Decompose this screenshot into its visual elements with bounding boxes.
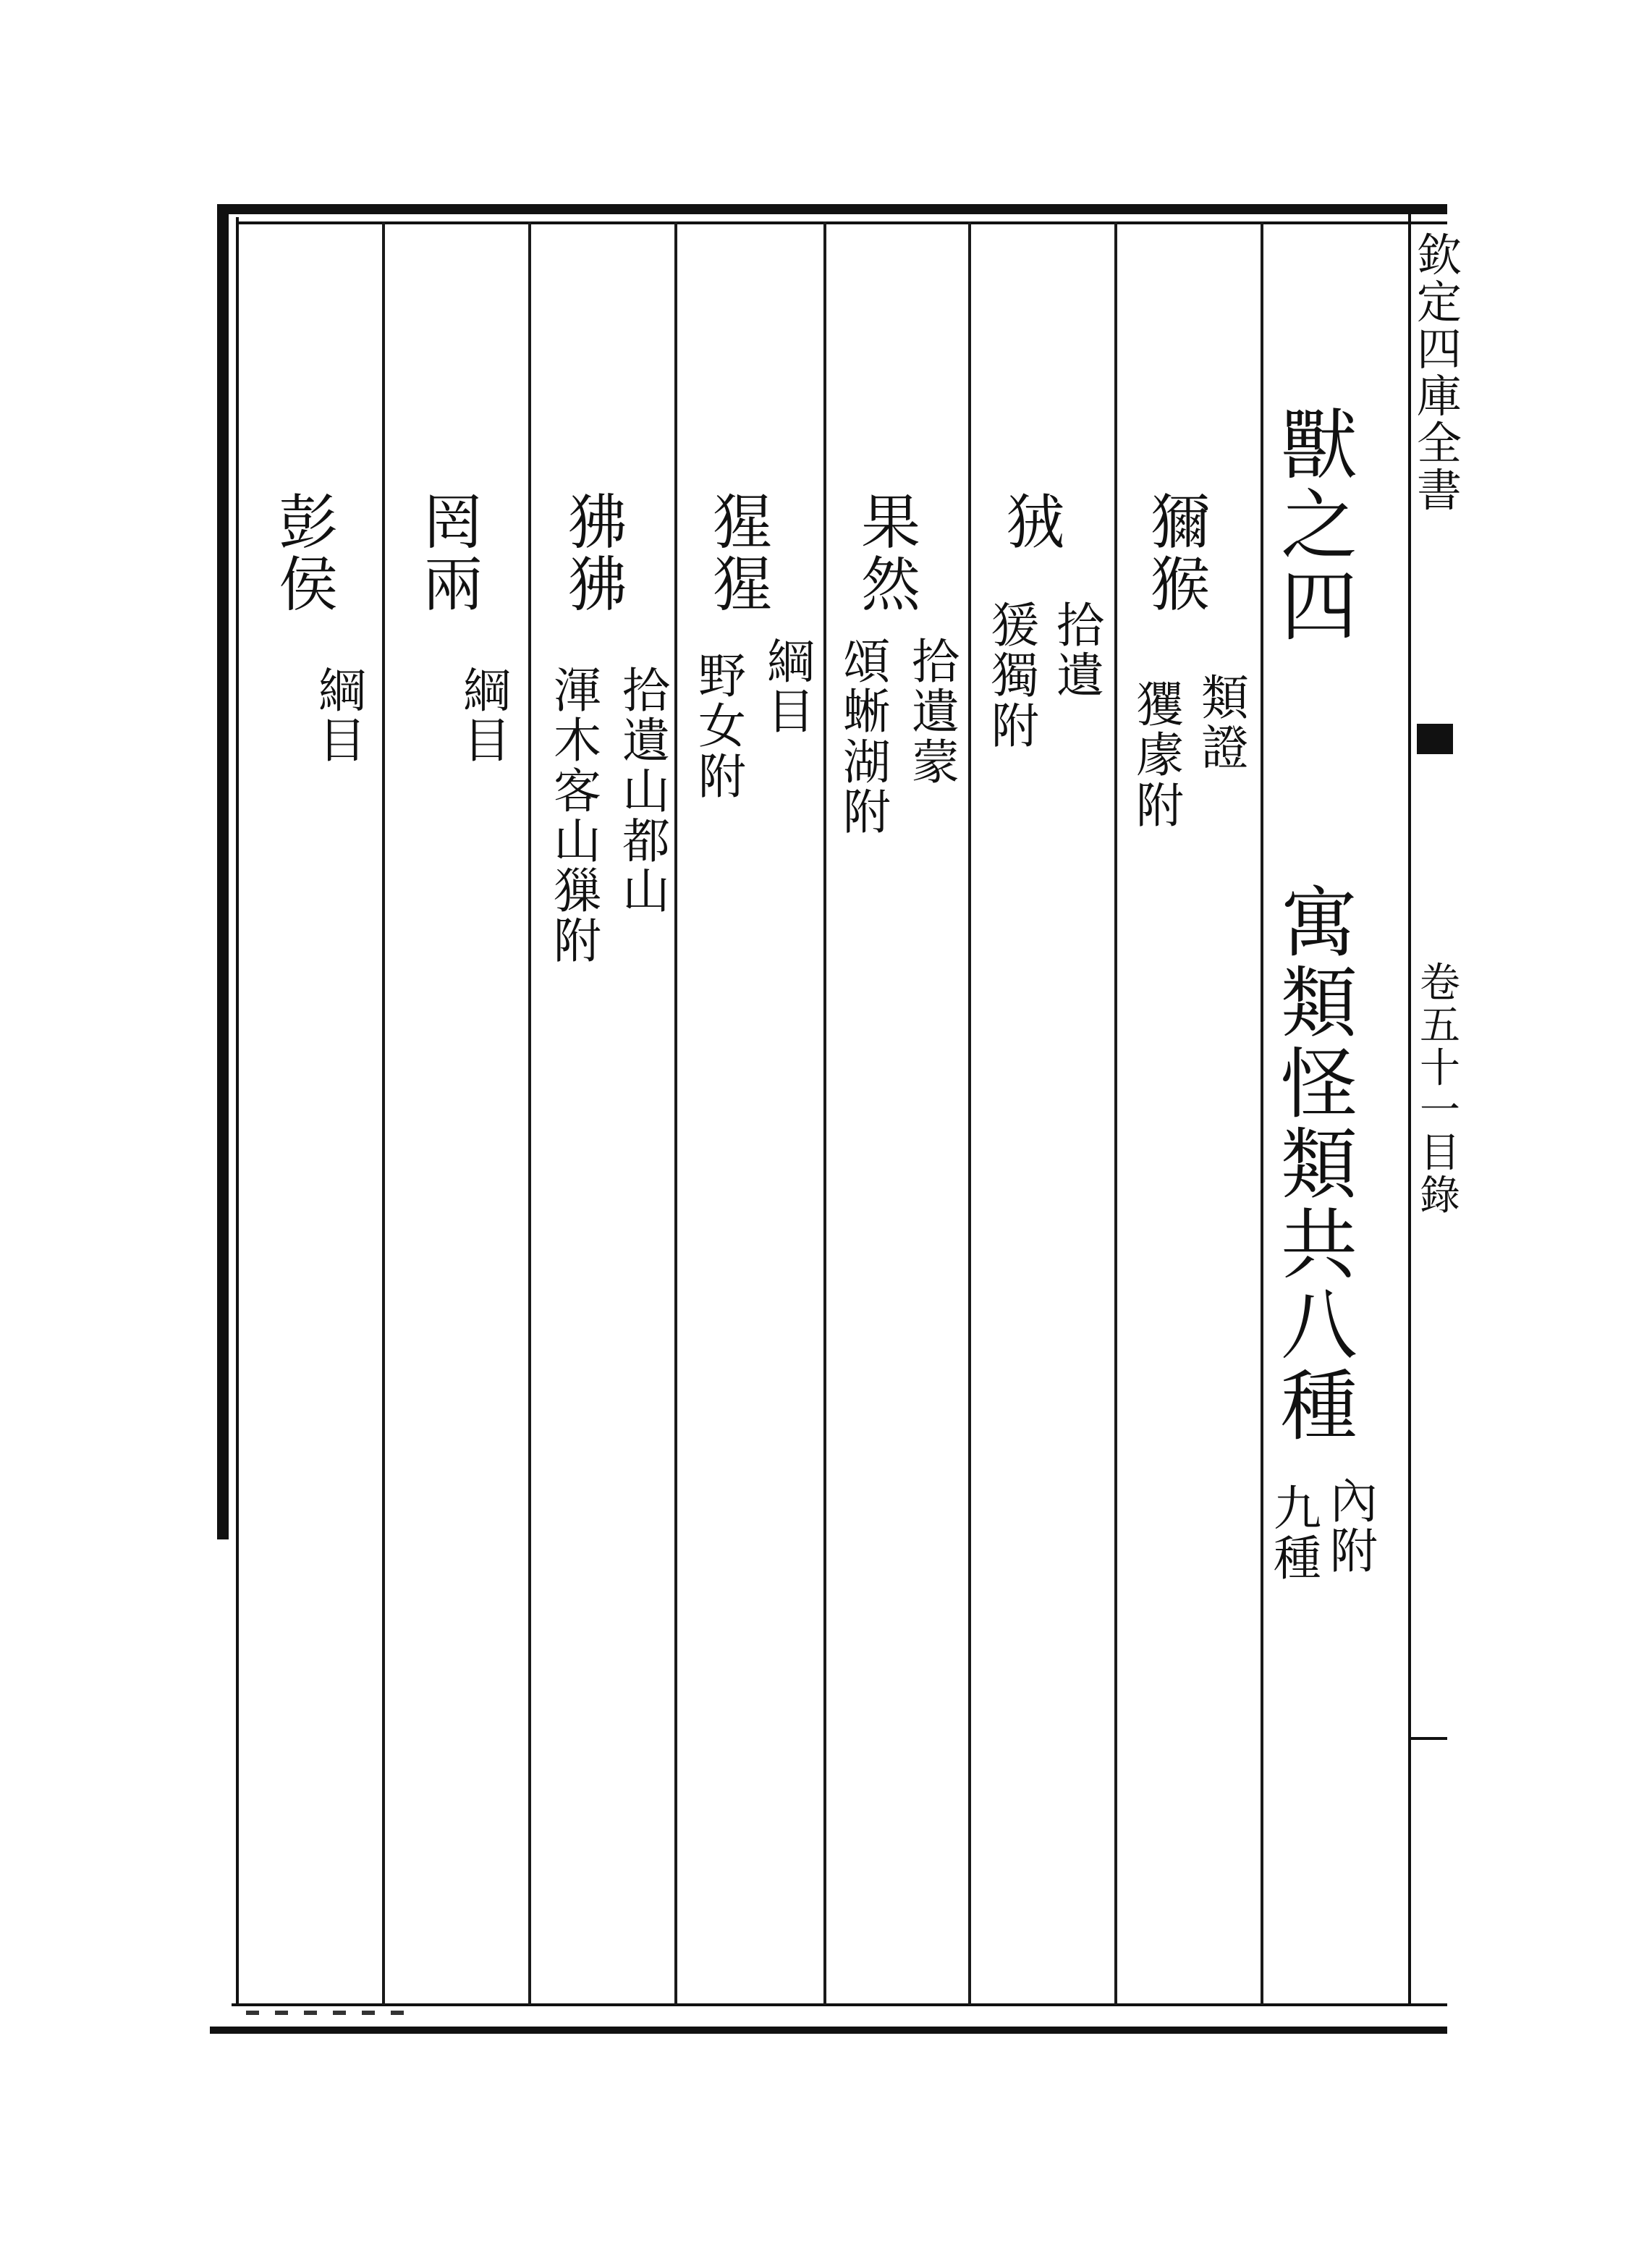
- glyph: 欽: [1417, 229, 1462, 282]
- glyph: 彭: [279, 489, 339, 557]
- frame-top-border: [217, 204, 1447, 214]
- glyph: 猴: [1151, 551, 1211, 620]
- glyph: 狒: [568, 551, 628, 620]
- glyph: 附: [698, 748, 746, 805]
- entry-source: [463, 663, 511, 769]
- glyph: 木: [554, 713, 601, 769]
- glyph: 㺐: [554, 863, 601, 920]
- glyph: 蒙: [912, 734, 960, 790]
- glyph: 遺: [1056, 648, 1104, 704]
- glyph: 豦: [1136, 727, 1184, 784]
- entry-title: [1006, 489, 1066, 557]
- glyph: 頌: [843, 634, 891, 690]
- glyph: 目: [318, 713, 366, 769]
- column-rule: [1261, 221, 1263, 2005]
- glyph: 五: [1420, 1002, 1460, 1049]
- glyph: 證: [1201, 720, 1249, 777]
- glyph: 猩: [713, 489, 773, 557]
- glyph: 狨: [1006, 489, 1066, 557]
- glyph: 書: [1417, 464, 1462, 517]
- category-note-right: [1330, 1474, 1378, 1580]
- glyph: 卷: [1420, 960, 1460, 1007]
- glyph: 種: [1281, 1361, 1357, 1451]
- section-heading: [1281, 401, 1357, 651]
- glyph: 錄: [1420, 1172, 1460, 1220]
- frame-left-inner-border: [236, 217, 239, 2005]
- glyph: 都: [622, 813, 670, 869]
- glyph: 遺: [622, 713, 670, 769]
- glyph: 兩: [423, 551, 483, 620]
- column-rule: [528, 221, 531, 2005]
- glyph: 八: [1281, 1281, 1357, 1371]
- column-rule: [382, 221, 385, 2005]
- glyph: 全: [1417, 417, 1462, 470]
- glyph: 獸: [1281, 401, 1357, 490]
- entry-source: [912, 634, 960, 790]
- glyph: 附: [991, 698, 1039, 754]
- glyph: 獨: [991, 648, 1039, 704]
- glyph: 狒: [568, 489, 628, 557]
- entry-title: [1151, 489, 1211, 620]
- glyph: 拾: [1056, 598, 1104, 654]
- glyph: 類: [1201, 670, 1249, 726]
- glyph: 九: [1274, 1481, 1321, 1537]
- glyph: 綱: [767, 634, 815, 690]
- entry-appendix: [843, 634, 891, 840]
- frame-bottom-border: [210, 2027, 1447, 2034]
- glyph: 罔: [423, 489, 483, 557]
- glyph: 渾: [554, 663, 601, 719]
- entry-title: [423, 489, 483, 620]
- glyph: 果: [861, 489, 921, 557]
- category-note-left: [1274, 1481, 1321, 1587]
- entry-source: [1201, 670, 1249, 777]
- glyph: 綱: [463, 663, 511, 719]
- glyph: 庫: [1417, 370, 1462, 423]
- entry-title: [279, 489, 339, 620]
- glyph: 目: [767, 684, 815, 740]
- frame-top-inner-border: [239, 221, 1447, 224]
- glyph: 目: [1420, 1130, 1460, 1178]
- entry-title: [713, 489, 773, 620]
- glyph: 山: [622, 863, 670, 920]
- entry-appendix: [698, 648, 746, 805]
- side-rule: [1411, 1737, 1447, 1740]
- entry-source: [622, 663, 670, 920]
- column-rule: [674, 221, 677, 2005]
- ink-specks: [246, 2011, 420, 2015]
- glyph: 玃: [1136, 677, 1184, 733]
- glyph: 十: [1420, 1044, 1460, 1092]
- glyph: 女: [698, 698, 746, 755]
- glyph: 猨: [991, 598, 1039, 654]
- glyph: 猩: [713, 551, 773, 620]
- glyph: 定: [1417, 276, 1462, 329]
- frame-left-border: [217, 204, 229, 1539]
- glyph: 怪: [1281, 1039, 1357, 1129]
- glyph: 拾: [912, 634, 960, 690]
- glyph: 獮: [1151, 489, 1211, 557]
- frame-bottom-inner-border: [232, 2003, 1447, 2006]
- entry-source: [318, 663, 366, 769]
- glyph: 寓: [1281, 879, 1357, 968]
- glyph: 綱: [318, 663, 366, 719]
- glyph: 一: [1420, 1087, 1460, 1135]
- glyph: 然: [861, 551, 921, 620]
- entry-source: [767, 634, 815, 740]
- glyph: 共: [1281, 1201, 1357, 1290]
- glyph: 之: [1281, 481, 1357, 571]
- glyph: 野: [698, 648, 746, 704]
- glyph: 目: [463, 713, 511, 769]
- glyph: 種: [1274, 1531, 1321, 1587]
- glyph: 客: [554, 763, 601, 819]
- glyph: 遺: [912, 684, 960, 740]
- glyph: 附: [843, 784, 891, 840]
- fishtail-mark: [1417, 724, 1453, 754]
- entry-source: [1056, 598, 1104, 704]
- glyph: 內: [1330, 1474, 1378, 1529]
- column-rule: [823, 221, 826, 2005]
- side-title: [1417, 229, 1462, 517]
- glyph: 類: [1281, 1120, 1357, 1209]
- column-rule: [968, 221, 971, 2005]
- entry-appendix: [554, 663, 601, 970]
- glyph: 附: [1136, 777, 1184, 834]
- glyph: 四: [1417, 323, 1462, 376]
- column-rule: [1114, 221, 1117, 2005]
- glyph: 湖: [843, 734, 891, 790]
- glyph: 附: [554, 913, 601, 970]
- glyph: 蜥: [843, 684, 891, 740]
- entry-appendix: [991, 598, 1039, 754]
- category-heading: [1281, 879, 1357, 1451]
- side-volume-label: [1420, 960, 1460, 1220]
- glyph: 附: [1330, 1524, 1378, 1580]
- entry-title: [568, 489, 628, 620]
- glyph: 山: [554, 813, 601, 869]
- glyph: 類: [1281, 959, 1357, 1049]
- glyph: 四: [1281, 562, 1357, 651]
- glyph: 拾: [622, 663, 670, 719]
- glyph: 山: [622, 763, 670, 819]
- entry-title: [861, 489, 921, 620]
- entry-appendix: [1136, 677, 1184, 834]
- glyph: 侯: [279, 551, 339, 620]
